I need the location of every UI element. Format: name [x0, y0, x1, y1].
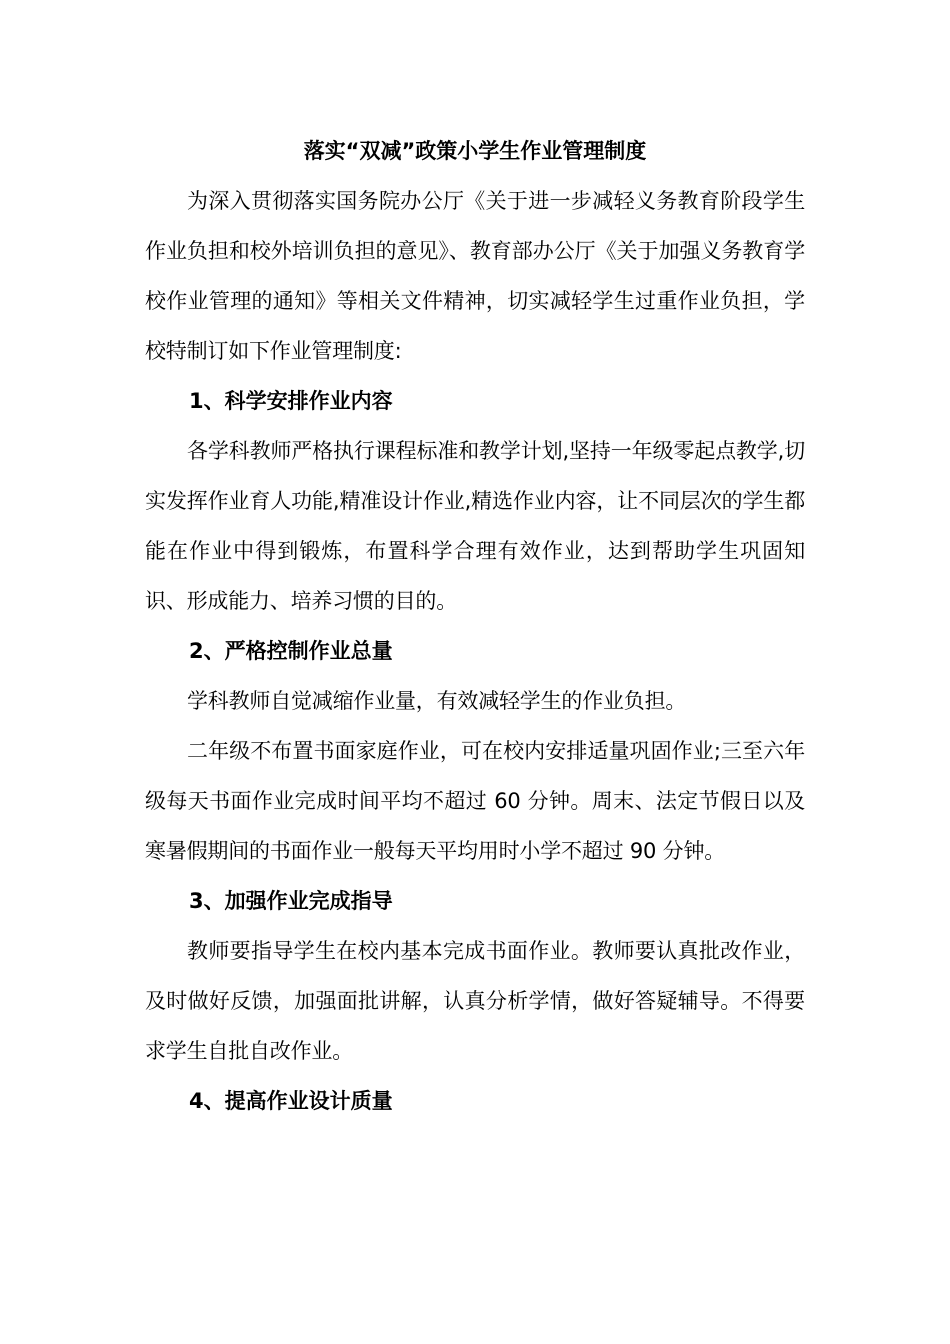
section-1-paragraph-1: 各学科教师严格执行课程标准和教学计划,坚持一年级零起点教学,切实发挥作业育人功能,精准设计作业,精选作业内容，让不同层次的学生都能在作业中得到锻炼，布置科学合理有效作业，达到帮助学生巩固知识、形成能力、培养习惯的目的。: [145, 439, 805, 613]
section-heading-2: 2、严格控制作业总量: [189, 639, 393, 663]
section-2-paragraph-1: 学科教师自觉减缩作业量，有效减轻学生的作业负担。: [187, 689, 687, 713]
section-3-paragraph-1: 教师要指导学生在校内基本完成书面作业。教师要认真批改作业，及时做好反馈，加强面批讲解，认真分析学情，做好答疑辅导。不得要求学生自批自改作业。: [145, 939, 805, 1063]
document-body: [145, 126, 805, 1126]
intro-paragraph: 为深入贯彻落实国务院办公厅《关于进一步减轻义务教育阶段学生作业负担和校外培训负担的意见》、教育部办公厅《关于加强义务教育学校作业管理的通知》等相关文件精神，切实减轻学生过重作业负担，学校特制订如下作业管理制度:: [145, 189, 805, 363]
section-2-paragraph-2: 二年级不布置书面家庭作业，可在校内安排适量巩固作业;三至六年级每天书面作业完成时间平均不超过 60 分钟。周末、法定节假日以及寒暑假期间的书面作业一般每天平均用时小学不超过 90 分钟。: [145, 739, 805, 863]
section-heading-4: 4、提高作业设计质量: [189, 1089, 393, 1113]
section-heading-3: 3、加强作业完成指导: [189, 889, 393, 913]
document-title: 落实“双减”政策小学生作业管理制度: [303, 139, 647, 163]
section-heading-1: 1、科学安排作业内容: [189, 389, 393, 413]
